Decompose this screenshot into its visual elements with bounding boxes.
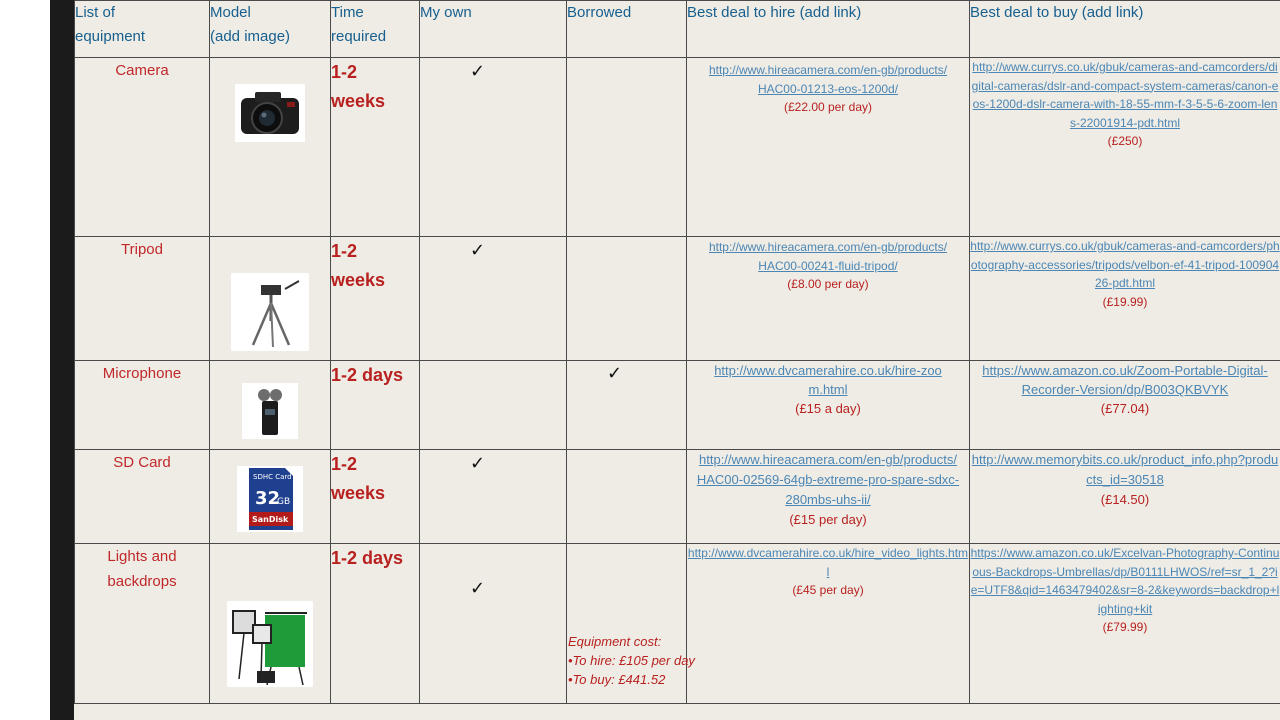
buy-price: (£77.04) [1100, 401, 1150, 416]
equipment-name-text: Tripod [121, 241, 163, 258]
equipment-name-text: SD Card [113, 454, 171, 471]
sd-card-brand: SanDisk [252, 515, 289, 524]
sd-card-unit: GB [277, 497, 291, 507]
buy-cell [970, 237, 1280, 361]
hire-price: (£45 per day) [792, 583, 864, 597]
time-line1: 1-2 [331, 62, 358, 82]
table-row [75, 450, 1280, 544]
lights-backdrop-image [227, 601, 313, 687]
buy-cell [970, 544, 1280, 704]
header-model-line2: (add image) [210, 28, 291, 45]
borrowed-cell [567, 450, 687, 544]
hire-cell [687, 58, 970, 237]
time-line2: weeks [331, 483, 386, 503]
model-image-cell [210, 58, 331, 237]
check-icon: ✓ [607, 363, 623, 383]
model-image-cell [210, 237, 331, 361]
own-cell [420, 58, 567, 237]
hire-cell [687, 450, 970, 544]
buy-link[interactable]: https://www.amazon.co.uk/Zoom-Portable-Digital-Recorder-Version/dp/B003QKBVYK [982, 363, 1268, 397]
borrowed-cell [567, 58, 687, 237]
cost-title: Equipment cost: [568, 634, 662, 649]
cost-buy: •To buy: £441.52 [568, 672, 666, 687]
slide-left-bar [50, 0, 74, 720]
hire-cell [687, 237, 970, 361]
equipment-cost-note [568, 632, 728, 689]
own-cell [420, 544, 567, 704]
equipment-name-line2: backdrops [107, 573, 177, 590]
time-required [331, 450, 420, 544]
equipment-name-text: Microphone [102, 365, 182, 382]
header-borrowed: Borrowed [567, 1, 687, 58]
hire-price: (£8.00 per day) [787, 277, 869, 291]
header-time-line1: Time [331, 4, 364, 21]
equipment-name [75, 544, 210, 704]
check-icon: ✓ [470, 453, 486, 473]
equipment-table [74, 0, 1280, 704]
time-required [331, 544, 420, 704]
header-time [331, 1, 420, 58]
hire-link[interactable]: http://www.hireacamera.com/en-gb/products/HAC00-00241-fluid-tripod/ [708, 240, 948, 273]
equipment-name [75, 58, 210, 237]
time-line1: 1-2 days [331, 548, 404, 568]
model-image-cell [210, 361, 331, 450]
hire-link[interactable]: http://www.dvcamerahire.co.uk/hire_video_lights.html [687, 546, 969, 579]
microphone-image [242, 383, 298, 439]
time-line1: 1-2 [331, 454, 358, 474]
hire-price: (£15 a day) [795, 401, 861, 416]
buy-link[interactable]: https://www.amazon.co.uk/Excelvan-Photography-Continuous-Backdrops-Umbrellas/dp/B0111LHWOS/ref=sr_1_2?ie=UTF8&qid=1463479402&sr=8-2&keywords=backdrop+lighting+kit [970, 546, 1280, 616]
header-buy: Best deal to buy (add link) [970, 1, 1280, 58]
own-cell [420, 361, 567, 450]
header-time-line2: required [331, 28, 387, 45]
equipment-name [75, 361, 210, 450]
header-hire: Best deal to hire (add link) [687, 1, 970, 58]
time-line1: 1-2 [331, 241, 358, 261]
time-required [331, 361, 420, 450]
header-row [75, 1, 1280, 58]
equipment-name-text: Camera [115, 62, 169, 79]
buy-link[interactable]: http://www.currys.co.uk/gbuk/cameras-and-camcorders/photography-accessories/tripods/velbon-ef-41-tripod-10090426-pdt.html [970, 239, 1280, 290]
model-image-cell [210, 450, 331, 544]
left-margin [0, 0, 50, 720]
header-equipment [75, 1, 210, 58]
buy-link[interactable]: http://www.currys.co.uk/gbuk/cameras-and-camcorders/digital-cameras/dslr-and-compact-system-cameras/canon-eos-1200d-dslr-camera-with-18-55-mm-f-3-5-5-6-zoom-lens-22001914-pdt.html [971, 60, 1279, 130]
equipment-name-line1: Lights and [107, 548, 177, 565]
time-required [331, 237, 420, 361]
borrowed-cell [567, 237, 687, 361]
hire-price: (£15 per day) [789, 512, 867, 527]
check-icon: ✓ [470, 240, 486, 260]
header-equipment-line2: equipment [75, 28, 146, 45]
camera-image [235, 84, 305, 142]
time-line2: weeks [331, 270, 386, 290]
equipment-name [75, 237, 210, 361]
hire-link[interactable]: http://www.hireacamera.com/en-gb/products/HAC00-01213-eos-1200d/ [708, 63, 948, 96]
header-own: My own [420, 1, 567, 58]
buy-price: (£250) [1107, 134, 1143, 148]
hire-link[interactable]: http://www.dvcamerahire.co.uk/hire-zoom.html [714, 363, 942, 397]
own-cell [420, 450, 567, 544]
model-image-cell [210, 544, 331, 704]
sd-card-capacity: 32 [255, 488, 281, 509]
hire-cell [687, 544, 970, 704]
equipment-name [75, 450, 210, 544]
header-model-line1: Model [210, 4, 251, 21]
header-model [210, 1, 331, 58]
buy-price: (£14.50) [1100, 492, 1150, 507]
table-row [75, 237, 1280, 361]
header-equipment-line1: List of [75, 4, 116, 21]
buy-cell [970, 58, 1280, 237]
buy-price: (£79.99) [1102, 620, 1148, 634]
cost-hire: •To hire: £105 per day [568, 653, 695, 668]
buy-price: (£19.99) [1102, 294, 1148, 309]
borrowed-cell [567, 361, 687, 450]
buy-cell [970, 450, 1280, 544]
check-icon: ✓ [470, 61, 486, 81]
hire-price: (£22.00 per day) [783, 100, 873, 114]
hire-cell [687, 361, 970, 450]
time-required [331, 58, 420, 237]
check-icon: ✓ [470, 578, 486, 598]
own-cell [420, 237, 567, 361]
buy-cell [970, 361, 1280, 450]
tripod-image [231, 273, 309, 351]
hire-link[interactable]: http://www.hireacamera.com/en-gb/products/HAC00-02569-64gb-extreme-pro-spare-sdxc-280mbs-uhs-ii/ [696, 452, 960, 507]
buy-link[interactable]: http://www.memorybits.co.uk/product_info.php?products_id=30518 [971, 452, 1279, 487]
time-line1: 1-2 days [331, 365, 404, 385]
table-row [75, 361, 1280, 450]
sd-card-label: SDHC Card [253, 473, 292, 481]
sd-card-image [237, 466, 303, 532]
table-row [75, 58, 1280, 237]
time-line2: weeks [331, 91, 386, 111]
